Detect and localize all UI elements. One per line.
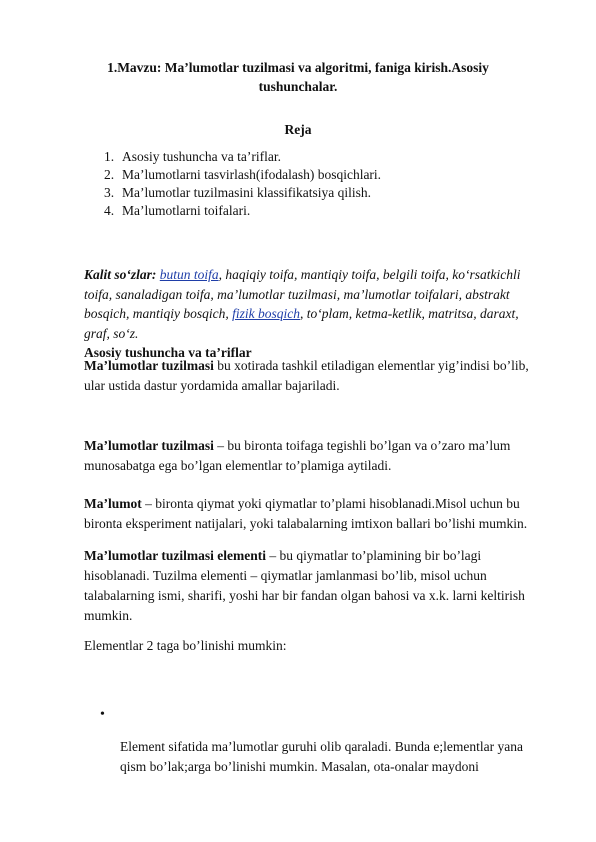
definition-text: – bu bironta toifaga tegishli bo’lgan va o’zaro ma’lum munosabatga ega bo’lgan elementlar to’plamiga aytiladi. — [84, 438, 511, 473]
keywords-paragraph — [84, 265, 524, 343]
definition-paragraph — [84, 546, 536, 626]
plan-heading: Reja — [284, 122, 312, 137]
definition-text: – bironta qiymat yoki qiymatlar to’plami hisoblanadi.Misol uchun bu bironta eksperiment natijalari, yoki talabalarning imtixon ballari bo’lishi mumkin. — [84, 496, 528, 531]
plan-item-number: 2. — [104, 167, 115, 182]
bullet-icon: • — [100, 707, 105, 722]
definition-text: bu xotirada tashkil etiladigan elementlar yig’indisi bo’lib, ular ustida dastur yordamida amallar bajariladi. — [84, 358, 529, 393]
keywords-text-end: , to‘plam, ketma-ketlik, matritsa, daraxt, graf, so‘z. — [84, 306, 519, 341]
definition-term: Ma’lumotlar tuzilmasi — [84, 358, 214, 373]
plan-item-text: Ma’lumotlarni toifalari. — [122, 203, 251, 218]
plan-item-number: 1. — [104, 149, 115, 164]
plan-item-number: 4. — [104, 203, 115, 218]
plan-item — [104, 166, 381, 184]
definition-term: Ma’lumot — [84, 496, 142, 511]
definition-paragraph — [84, 356, 536, 396]
plan-item-text: Ma’lumotlar tuzilmasini klassifikatsiya qilish. — [122, 185, 371, 200]
section-heading: Asosiy tushuncha va ta’riflar — [84, 345, 252, 360]
plan-item-text: Asosiy tushuncha va ta’riflar. — [122, 149, 281, 164]
plan-item — [104, 148, 381, 166]
plan-item-number: 3. — [104, 185, 115, 200]
plan-item-text: Ma’lumotlarni tasvirlash(ifodalash) bosqichlari. — [122, 167, 382, 182]
keywords-label: Kalit so‘zlar: — [84, 267, 157, 282]
definition-text: – bu qiymatlar to’plamining bir bo’lagi hisoblanadi. Tuzilma elementi – qiymatlar jamlanmasi bo’lib, misol uchun talabalarning ismi, sharifi, yoshi har bir fandan olgan bahosi va x.k. larni keltirish mumkin. — [84, 548, 525, 623]
keyword-link-fizik-bosqich[interactable]: fizik bosqich — [232, 306, 300, 321]
bullet-paragraph: Element sifatida ma’lumotlar guruhi olib qaraladi. Bunda e;lementlar yana qism bo’lak;arga bo’linishi mumkin. Masalan, ota-onalar maydoni — [120, 739, 523, 774]
plan-item — [104, 202, 381, 220]
keywords-text: , haqiqiy toifa, mantiqiy toifa, belgili toifa, ko‘rsatkichli toifa, sanaladigan toifa, ma’lumotlar tuzilmasi, ma’lumotlar toifalari, abstrakt bosqich, mantiqiy bosqich, — [84, 267, 521, 321]
document-title: 1.Mavzu: Ma’lumotlar tuzilmasi va algoritmi, faniga kirish.Asosiy tushunchalar. — [107, 60, 489, 94]
definition-paragraph — [84, 494, 536, 534]
elements-line: Elementlar 2 taga bo’linishi mumkin: — [84, 638, 287, 653]
plan-item — [104, 184, 381, 202]
plan-list — [104, 148, 381, 220]
definition-term: Ma’lumotlar tuzilmasi — [84, 438, 214, 453]
keyword-link-butun-toifa[interactable]: butun toifa — [159, 267, 219, 282]
definition-paragraph — [84, 436, 536, 476]
definition-term: Ma’lumotlar tuzilmasi elementi — [84, 548, 266, 563]
